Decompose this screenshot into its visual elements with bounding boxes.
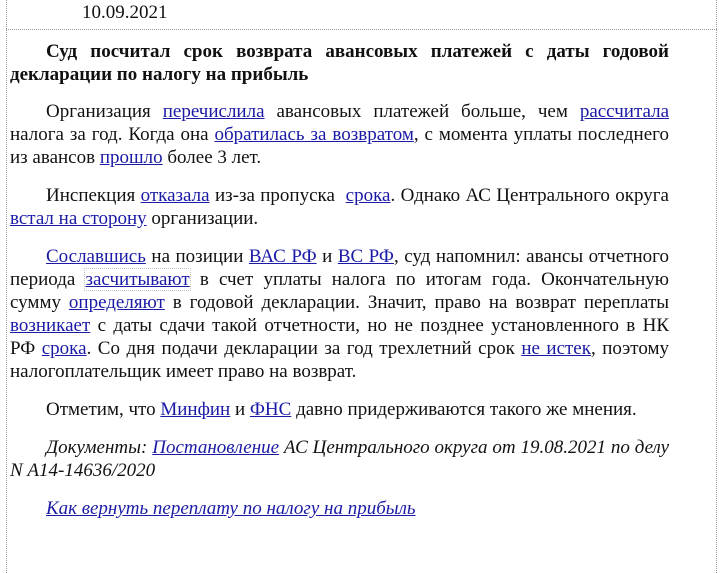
- text: , поэтому налогоплательщик имеет право на возврат.: [10, 338, 669, 382]
- text: Организация: [46, 101, 163, 122]
- text: и: [316, 246, 338, 267]
- link-postanovlenie[interactable]: Постановление: [152, 437, 280, 458]
- text: в годовой декларации. Значит, право на возврат переплаты: [164, 292, 670, 313]
- text: . Со дня подачи декларации за год трехлетний срок: [86, 338, 522, 359]
- text: налога за год. Когда она: [10, 124, 215, 145]
- link-sroka[interactable]: срока: [345, 185, 391, 206]
- footer-paragraph: [10, 497, 669, 520]
- text: авансовых платежей больше, чем: [264, 101, 580, 122]
- documents-paragraph: [10, 436, 669, 482]
- paragraph-3: [10, 245, 669, 383]
- text: Инспекция: [46, 185, 141, 206]
- text: . Однако АС Центрального округа: [390, 185, 669, 206]
- text: Отметим, что: [46, 399, 161, 420]
- paragraph-1: [10, 100, 669, 169]
- link-ne-istek[interactable]: не истек: [521, 338, 591, 359]
- paragraph-4: [10, 398, 669, 421]
- link-rasschitala[interactable]: рассчитала: [579, 101, 670, 122]
- link-voznikaet[interactable]: возникает: [10, 315, 91, 336]
- article-title: Суд посчитал срок возврата авансовых платежей с даты годовой декларации по налогу на прибыль: [10, 41, 669, 85]
- text: на позиции: [145, 246, 249, 267]
- link-vstal-na-storonu[interactable]: встал на сторону: [10, 208, 147, 229]
- link-obratilas-za-vozvratom[interactable]: обратилась за возвратом: [214, 124, 414, 145]
- text: из-за пропуска: [209, 185, 346, 206]
- link-fns[interactable]: ФНС: [249, 399, 292, 420]
- text: с даты сдачи такой отчетности, но не позднее установленного в НК РФ: [10, 315, 669, 359]
- text: и: [230, 399, 250, 420]
- news-date: 10.09.2021: [82, 2, 168, 23]
- text: в счет уплаты налога по итогам года. Окончательную сумму: [10, 269, 670, 313]
- text: организации.: [146, 208, 259, 229]
- right-border-line: [716, 0, 717, 573]
- article-body: [10, 40, 669, 520]
- text: АС Центрального округа от 19.08.2021 по делу N А14-14636/2020: [10, 437, 669, 481]
- link-sroka-2[interactable]: срока: [41, 338, 87, 359]
- link-vas-rf[interactable]: ВАС РФ: [248, 246, 317, 267]
- documents-label: Документы:: [46, 437, 153, 458]
- text: давно придерживаются такого же мнения.: [291, 399, 637, 420]
- link-zaschityvayut[interactable]: засчитывают: [85, 269, 190, 290]
- link-opredelyayut[interactable]: определяют: [68, 292, 165, 313]
- link-perechislila[interactable]: перечислила: [162, 101, 265, 122]
- paragraph-2: [10, 184, 669, 230]
- link-otkazala[interactable]: отказала: [140, 185, 210, 206]
- text: , суд напомнил: авансы отчетного периода: [10, 246, 669, 290]
- link-vs-rf[interactable]: ВС РФ: [337, 246, 394, 267]
- header-divider: [6, 29, 717, 30]
- link-kak-vernut-pereplatu[interactable]: Как вернуть переплату по налогу на прибыль: [46, 498, 416, 519]
- text: более 3 лет.: [162, 147, 262, 168]
- link-minfin[interactable]: Минфин: [160, 399, 231, 420]
- left-border-line: [6, 0, 7, 573]
- link-proshlo[interactable]: прошло: [99, 147, 163, 168]
- link-soslavshis[interactable]: Сославшись: [46, 246, 146, 267]
- text: , с момента уплаты последнего из авансов: [10, 124, 669, 168]
